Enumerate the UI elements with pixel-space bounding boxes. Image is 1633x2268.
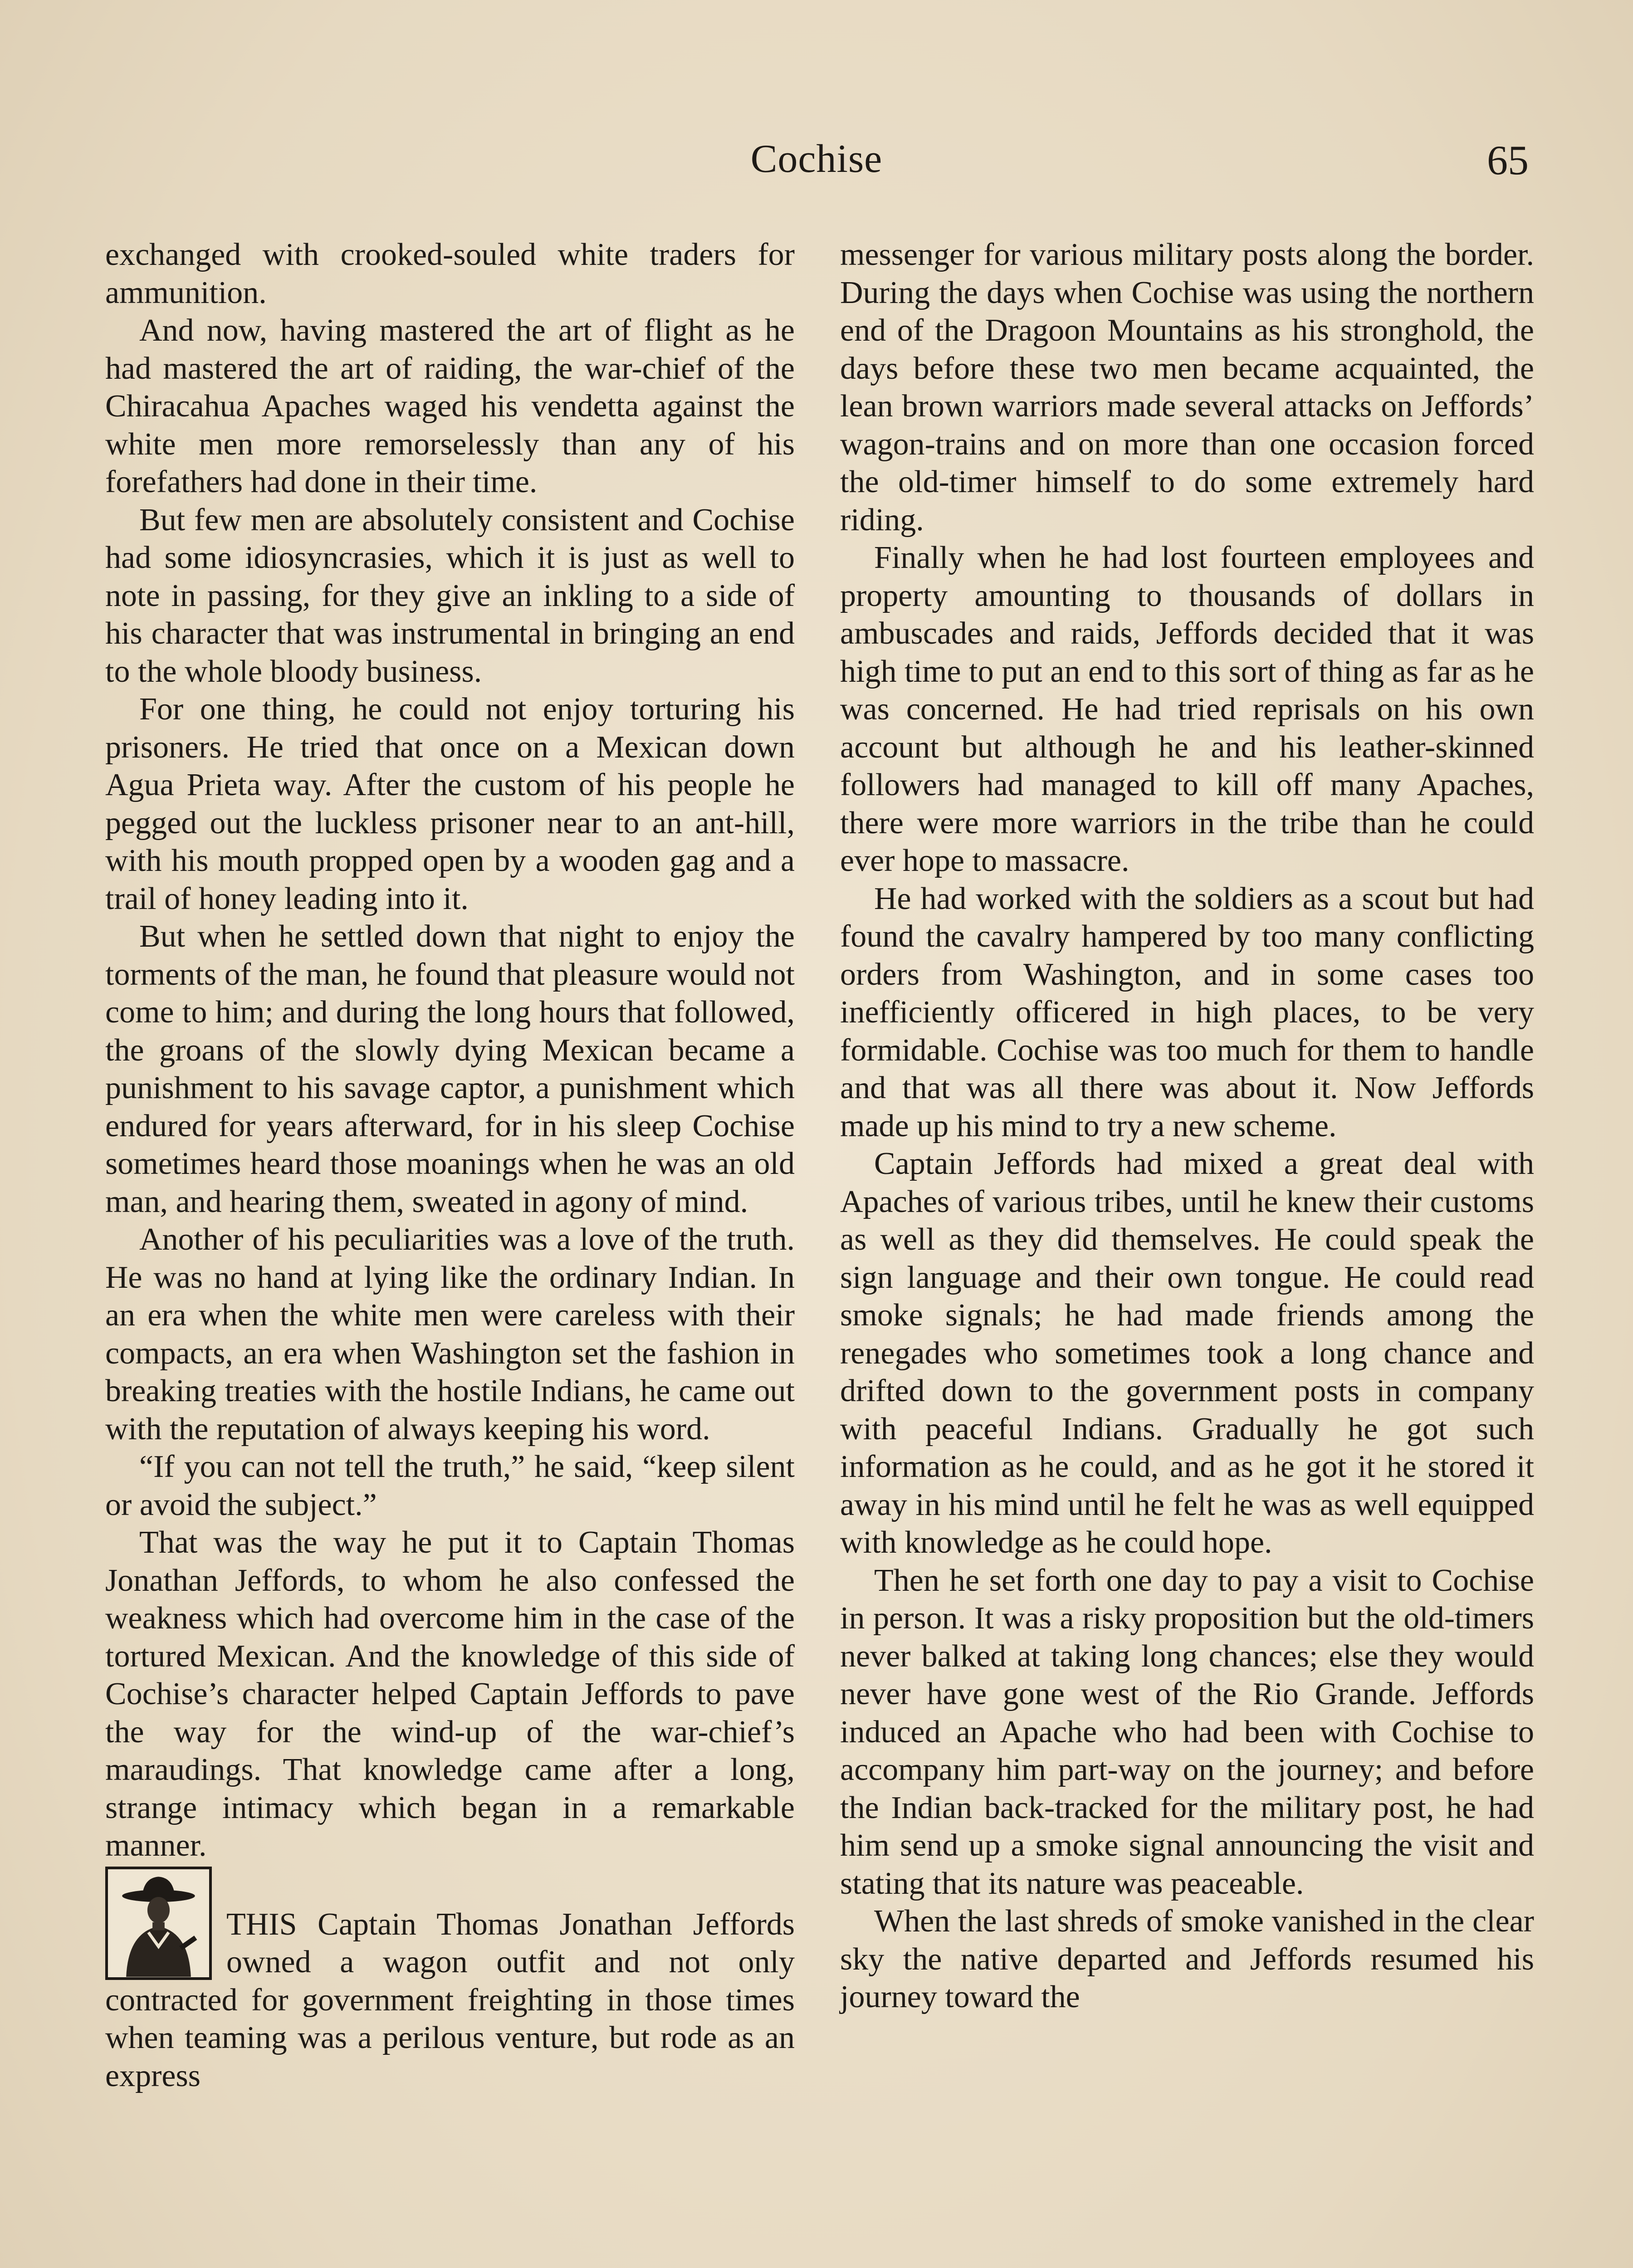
paragraph: For one thing, he could not enjoy torturing his prisoners. He tried that once on a Mexican down Agua Prieta way. After the custom of his people he pegged out the luckless prisoner near to an ant-hill, with his mouth propped open by a wooden gag and a trail of honey leading into it.: [105, 692, 795, 916]
paragraph-section-start: THIS Captain Thomas Jonathan Jeffords owned a wagon outfit and not only contracted for government freighting in those times when teaming was a perilous venture, but rode as an express: [105, 1906, 795, 2093]
paragraph: But few men are absolutely consistent and Cochise had some idiosyncrasies, which it is just as well to note in passing, for they give an inkling to a side of his character that was instrumental in bringing an end to the whole bloody business.: [105, 502, 795, 689]
paragraph: Captain Jeffords had mixed a great deal with Apaches of various tribes, until he knew their customs as well as they did themselves. He could speak the sign language and their own tongue. He could read smoke signals; he had made friends among the renegades who sometimes took a long chance and drifted down to the government posts in company with peaceful Indians. Gradually he got such information as he could, and as he got it he stored it away in his mind until he felt he was as well equipped with knowledge as he could hope.: [840, 1146, 1534, 1560]
paragraph: “If you can not tell the truth,” he said, “keep silent or avoid the subject.”: [105, 1449, 795, 1522]
cowboy-portrait-icon: [105, 1867, 212, 1980]
paragraph: Finally when he had lost fourteen employees and property amounting to thousands of dollars in ambuscades and raids, Jeffords decided that it was high time to put an end to this sort of thing as far as he was concerned. He had tried reprisals on his own account but although he and his leather-skinned followers had managed to kill off many Apaches, there were more warriors in the tribe than he could ever hope to massacre.: [840, 540, 1534, 878]
paragraph: Another of his peculiarities was a love of the truth. He was no hand at lying like the ordinary Indian. In an era when the white men were careless with their compacts, an era when Washington set the fashion in breaking treaties with the hostile Indians, he came out with the reputation of always keeping his word.: [105, 1222, 795, 1447]
paragraph: messenger for various military posts along the border. During the days when Cochise was using the northern end of the Dragoon Mountains as his stronghold, the days before these two men became acquainted, the lean brown warriors made several attacks on Jeffords’ wagon-trains and on more than one occasion forced the old-timer himself to do some extremely hard riding.: [840, 237, 1534, 538]
left-column: [105, 236, 795, 2095]
paragraph: Then he set forth one day to pay a visit to Cochise in person. It was a risky proposition but the old-timers never balked at taking long chances; else they would never have gone west of the Rio Grande. Jeffords induced an Apache who had been with Cochise to accompany him part-way on the journey; and before the Indian back-tracked for the military post, he had him send up a smoke signal announcing the visit and stating that its nature was peaceable.: [840, 1563, 1534, 1901]
paragraph: exchanged with crooked-souled white traders for ammunition.: [105, 237, 795, 310]
running-head-title: Cochise: [750, 137, 883, 181]
page-number: 65: [1487, 137, 1529, 183]
paragraph: He had worked with the soldiers as a scout but had found the cavalry hampered by too many conflicting orders from Washington, and in some cases too inefficiently officered in high places, to be very formidable. Cochise was too much for them to handle and that was all there was about it. Now Jeffords made up his mind to try a new scheme.: [840, 881, 1534, 1144]
right-column: [840, 236, 1534, 2016]
paragraph: But when he settled down that night to enjoy the torments of the man, he found that pleasure would not come to him; and during the long hours that followed, the groans of the slowly dying Mexican became a punishment to his savage captor, a punishment which endured for years afterward, for in his sleep Cochise sometimes heard those moanings when he was an old man, and hearing them, sweated in agony of mind.: [105, 919, 795, 1219]
paragraph: When the last shreds of smoke vanished in the clear sky the native departed and Jeffords resumed his journey toward the: [840, 1904, 1534, 2014]
paragraph: That was the way he put it to Captain Thomas Jonathan Jeffords, to whom he also confessed the weakness which had overcome him in the case of the tortured Mexican. And the knowledge of this side of Cochise’s character helped Captain Jeffords to pave the way for the wind-up of the war-chief’s maraudings. That knowledge came after a long, strange intimacy which began in a remarkable manner.: [105, 1525, 795, 1863]
paragraph: And now, having mastered the art of flight as he had mastered the art of raiding, the war-chief of the Chiracahua Apaches waged his vendetta against the white men more remorselessly than any of his forefathers had done in their time.: [105, 313, 795, 499]
